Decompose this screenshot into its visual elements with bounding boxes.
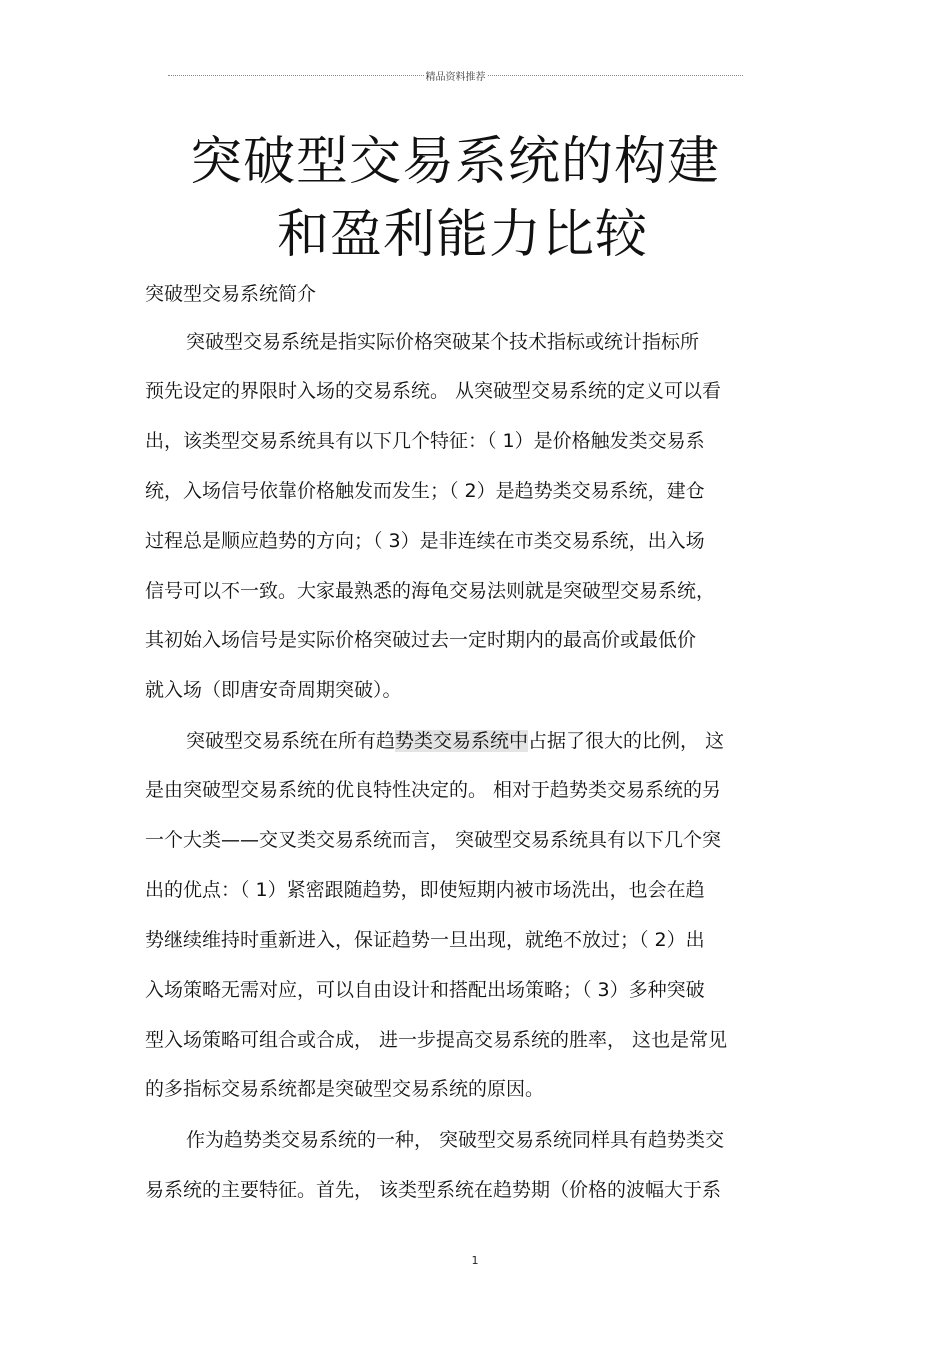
paragraph-1-line-8: 就入场（即唐安奇周期突破）。: [145, 679, 402, 701]
paragraph-1-line-1: 突破型交易系统是指实际价格突破某个技术指标或统计指标所: [186, 331, 700, 353]
paragraph-1-line-3: 出，该类型交易系统具有以下几个特征：（ 1）是价格触发类交易系: [145, 430, 705, 452]
paragraph-1-line-2: 预先设定的界限时入场的交易系统。 从突破型交易系统的定义可以看: [145, 380, 722, 402]
header-dotted-rule-left: [168, 75, 424, 76]
paragraph-2-line-1-post: 占据了很大的比例， 这: [528, 730, 725, 752]
header-text: 精品资料推荐: [425, 71, 486, 83]
paragraph-1-line-4: 统，入场信号依靠价格触发而发生；（ 2）是趋势类交易系统，建仓: [145, 480, 705, 502]
document-title-line-2: 和盈利能力比较: [276, 205, 648, 265]
paragraph-2-line-8: 的多指标交易系统都是突破型交易系统的原因。: [145, 1078, 545, 1100]
paragraph-2-line-2: 是由突破型交易系统的优良特性决定的。 相对于趋势类交易系统的另: [145, 779, 722, 801]
paragraph-2-line-6: 入场策略无需对应，可以自由设计和搭配出场策略；（ 3）多种突破: [145, 979, 705, 1001]
paragraph-2-line-7: 型入场策略可组合或合成， 进一步提高交易系统的胜率， 这也是常见: [145, 1029, 728, 1051]
document-title-line-1: 突破型交易系统的构建: [189, 132, 720, 192]
paragraph-1-line-6: 信号可以不一致。大家最熟悉的海龟交易法则就是突破型交易系统，: [145, 580, 716, 602]
paragraph-2-line-3: 一个大类——交叉类交易系统而言， 突破型交易系统具有以下几个突: [145, 829, 722, 851]
paragraph-3-line-1: 作为趋势类交易系统的一种， 突破型交易系统同样具有趋势类交: [186, 1129, 725, 1151]
paragraph-2-line-5: 势继续维持时重新进入，保证趋势一旦出现，就绝不放过；（ 2）出: [145, 929, 705, 951]
paragraph-1-line-7: 其初始入场信号是实际价格突破过去一定时期内的最高价或最低价: [145, 629, 697, 651]
header-dotted-rule-right: [488, 75, 744, 76]
paragraph-1-line-5: 过程总是顺应趋势的方向；（ 3）是非连续在市类交易系统，出入场: [145, 530, 705, 552]
paragraph-2-line-1: [186, 729, 724, 753]
page-header: [168, 68, 743, 82]
paragraph-2-line-1-pre: 突破型交易系统在所有趋: [186, 730, 396, 752]
paragraph-3-line-2: 易系统的主要特征。首先， 该类型系统在趋势期（价格的波幅大于系: [145, 1179, 722, 1201]
paragraph-2-line-4: 出的优点：（ 1）紧密跟随趋势，即使短期内被市场洗出，也会在趋: [145, 879, 705, 901]
page-number: 1: [471, 1254, 479, 1267]
highlighted-text: 势类交易系统中: [395, 730, 529, 752]
section-heading: 突破型交易系统简介: [145, 283, 317, 305]
